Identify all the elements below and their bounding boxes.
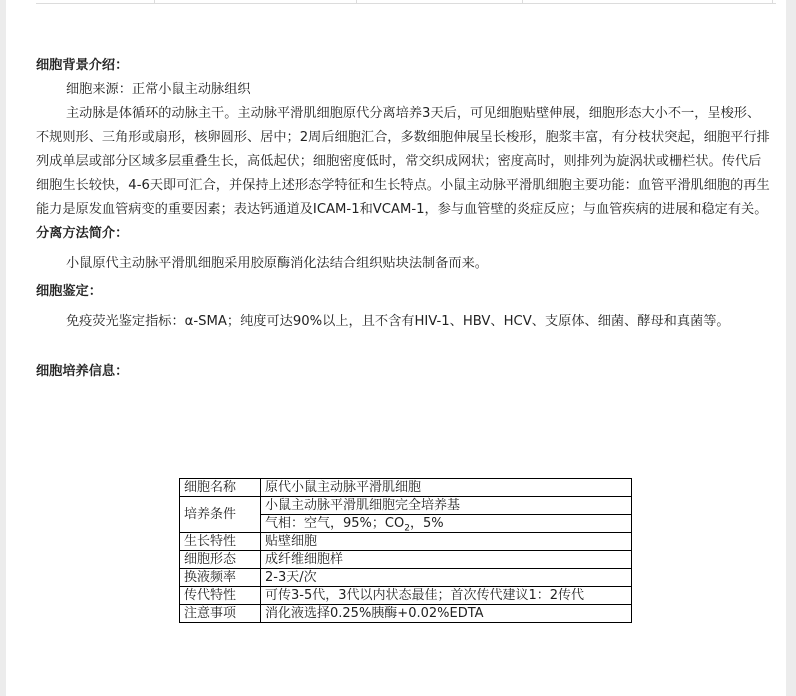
page-background [6, 0, 786, 696]
table-value: 贴壁细胞 [261, 533, 632, 551]
top-divider [36, 0, 776, 4]
table-row [180, 587, 632, 605]
isolation-text: 小鼠原代主动脉平滑肌细胞采用胶原酶消化法结合组织贴块法制备而来。 [66, 256, 488, 271]
gas-suffix: ，5% [409, 516, 444, 531]
table-value: 2-3天/次 [261, 569, 632, 587]
culture-heading: 细胞培养信息： [36, 364, 129, 379]
table-label: 细胞名称 [180, 479, 261, 497]
table-row [180, 533, 632, 551]
table-value: 原代小鼠主动脉平滑肌细胞 [261, 479, 632, 497]
identification-text: 免疫荧光鉴定指标：α-SMA；纯度可达90%以上，且不含有HIV-1、HBV、HCV、支原体、细菌、酵母和真菌等。 [66, 314, 730, 329]
table-row [180, 497, 632, 515]
document-body [36, 54, 770, 384]
table-value: 可传3-5代，3代以内状态最佳；首次传代建议1：2传代 [261, 587, 632, 605]
identification-heading: 细胞鉴定： [36, 284, 102, 299]
table-value: 小鼠主动脉平滑肌细胞完全培养基 [261, 497, 632, 515]
table-label: 传代特性 [180, 587, 261, 605]
table-label: 细胞形态 [180, 551, 261, 569]
background-paragraph: 主动脉是体循环的动脉主干。主动脉平滑肌细胞原代分离培养3天后，可见细胞贴壁伸展，细胞形态大小不一，呈梭形、不规则形、三角形或扇形，核卵圆形、居中；2周后细胞汇合，多数细胞伸展呈长梭形，胞浆丰富，有分枝状突起，细胞平行排列成单层或部分区域多层重叠生长，高低起伏；细胞密度低时，常交织成网状；密度高时，则排列为旋涡状或栅栏状。传代后细胞生长较快，4-6天即可汇合，并保持上述形态学特征和生长特点。小鼠主动脉平滑肌细胞主要功能：血管平滑肌细胞的再生能力是原发血管病变的重要因素；表达钙通道及ICAM-1和VCAM-1，参与血管壁的炎症反应；与血管疾病的进展和稳定有关。 [36, 106, 770, 217]
table-value: 成纤维细胞样 [261, 551, 632, 569]
gas-prefix: 气相：空气，95%；CO [265, 516, 405, 531]
table-row [180, 605, 632, 623]
table-row [180, 479, 632, 497]
table-label: 培养条件 [180, 497, 261, 533]
gas-phase-value [261, 515, 632, 533]
gas-subscript: 2 [404, 523, 410, 534]
table-label: 生长特性 [180, 533, 261, 551]
table-value: 消化液选择0.25%胰酶+0.02%EDTA [261, 605, 632, 623]
table-label: 注意事项 [180, 605, 261, 623]
table-row [180, 551, 632, 569]
background-heading: 细胞背景介绍： [36, 58, 129, 73]
cell-source: 细胞来源：正常小鼠主动脉组织 [66, 82, 251, 97]
isolation-heading: 分离方法简介： [36, 226, 129, 241]
table-row [180, 569, 632, 587]
table-label: 换液频率 [180, 569, 261, 587]
culture-info-table [179, 478, 632, 623]
